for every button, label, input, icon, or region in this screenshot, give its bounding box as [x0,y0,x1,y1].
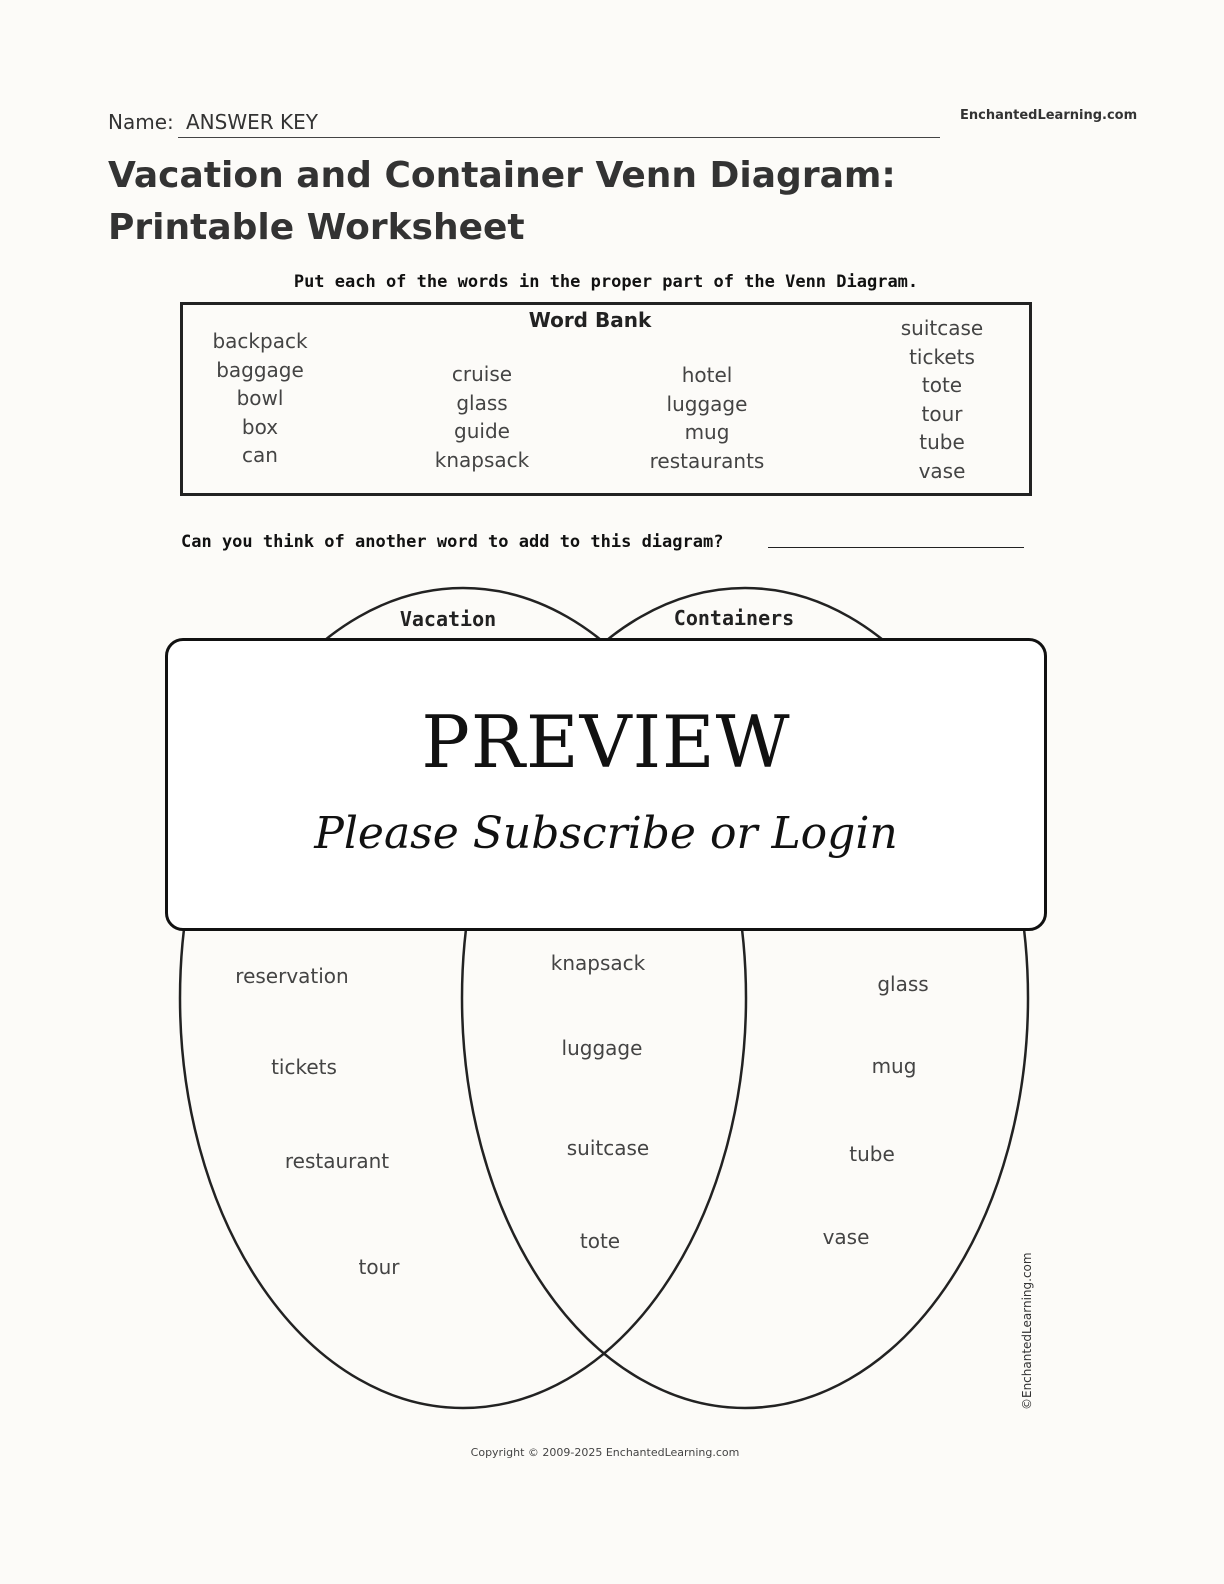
word-bank-word: luggage [666,391,748,416]
venn-right-word: glass [877,972,929,996]
venn-left-word: tickets [271,1055,337,1079]
word-bank-word: vase [918,458,966,483]
copyright: Copyright © 2009-2025 EnchantedLearning.com [470,1446,740,1459]
subscribe-login-prompt[interactable]: Please Subscribe or Login [314,808,898,859]
venn-right-word: tube [849,1142,895,1166]
word-bank-word: hotel [681,363,733,387]
word-bank-word: backpack [212,329,308,353]
venn-right-word: mug [871,1054,917,1078]
word-bank-word: bowl [236,386,284,410]
venn-both-word: tote [579,1229,621,1253]
word-bank-word: can [242,443,278,467]
word-bank-word: box [241,414,279,439]
venn-right-word: vase [822,1225,870,1249]
vacation-label: Vacation [399,607,497,631]
word-bank-word: tickets [909,344,975,369]
venn-left-word: reservation [235,964,349,988]
extra-word-question: Can you think of another word to add to this diagram? [181,532,724,552]
vertical-credit: ©EnchantedLearning.com [1020,1252,1034,1410]
site-brand: EnchantedLearning.com [960,108,1138,123]
preview-title: PREVIEW [421,700,791,784]
word-bank-word: tour [921,401,963,426]
page-title: Vacation and Container Venn Diagram: Printable Worksheet [108,155,896,248]
containers-label: Containers [673,606,795,630]
word-bank-word: guide [454,419,510,443]
venn-both-word: suitcase [566,1136,650,1160]
venn-left-word: tour [358,1255,400,1279]
word-bank-word: tube [919,430,965,454]
word-bank-word: mug [684,420,730,444]
venn-left-word: restaurant [284,1149,390,1173]
word-bank-word: baggage [216,357,304,382]
word-bank-word: cruise [451,362,513,386]
word-bank-word: tote [921,373,963,397]
word-bank-word: restaurants [649,448,765,473]
instructions: Put each of the words in the proper part of the Venn Diagram. [293,272,919,292]
preview-overlay[interactable] [165,638,1047,931]
venn-both-word: luggage [561,1036,643,1060]
word-bank-word: suitcase [900,316,984,340]
name-value: ANSWER KEY [186,110,318,134]
word-bank-word: glass [456,390,508,415]
name-label: Name: [108,110,174,134]
word-bank-title: Word Bank [528,308,652,332]
word-bank-word: knapsack [434,447,530,472]
venn-both-word: knapsack [550,951,646,975]
